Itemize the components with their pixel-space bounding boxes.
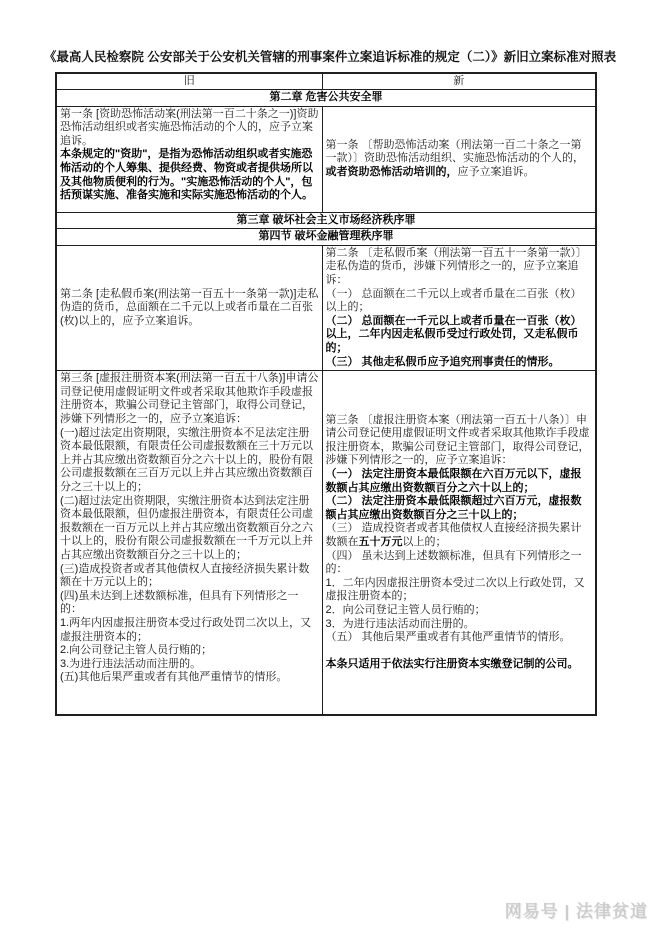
section-row — [56, 229, 596, 246]
page-title: 《最高人民检察院 公安部关于公安机关管辖的刑事案件立案追诉标准的规定（二）》新旧立案标准对照表 — [43, 50, 617, 64]
cell-row2-new — [322, 245, 596, 370]
paragraph: 第一条 〔帮助恐怖活动案（刑法第一百二十条之一第一款）〕资助恐怖活动组织、实施恐怖活动的个人的，或者资助恐怖活动培训的，应予立案追诉。 — [325, 138, 584, 178]
cell-row3-old — [56, 371, 322, 715]
cell-row3-new — [322, 371, 596, 715]
column-header-new: 新 — [322, 73, 596, 90]
table-row — [56, 106, 596, 212]
section-row — [56, 212, 596, 229]
table-row — [56, 371, 596, 715]
paragraph: 3.为进行违法活动而注册的。 — [60, 657, 202, 670]
paragraph: （五） 其他后果严重或者有其他严重情节的情形。 — [325, 631, 571, 644]
cell-row2-old — [56, 245, 322, 370]
paragraph: （一） 总面额在二千元以上或者币量在二百张（枚） 以上的； — [325, 287, 582, 314]
table-row — [56, 245, 596, 370]
comparison-table — [55, 72, 597, 716]
paragraph: 第二条 [走私假币案(刑法第一百五十一条第一款)]走私伪造的货币，总面额在二千元以上或者币量在二百张(枚)以上的，应予立案追诉。 — [60, 287, 319, 327]
section-chapter3: 第三章 破坏社会主义市场经济秩序罪 — [56, 212, 596, 229]
paragraph: （三） 其他走私假币应予追究刑事责任的情形。 — [325, 355, 560, 368]
paragraph: （一） 法定注册资本最低限额在六百万元以下，虚报数额占其应缴出资数额百分之六十以上的； — [325, 468, 582, 494]
paragraph: 2.向公司登记主管人员行贿的； — [60, 644, 213, 657]
section-row — [56, 90, 596, 107]
column-header-old: 旧 — [56, 73, 322, 90]
table-header-row — [56, 73, 596, 90]
paragraph: 第三条 〔虚报注册资本案（刑法第一百五十八条）〕申请公司登记使用虚假证明文件或者采取其他欺诈手段虚报注册资本，欺骗公司登记主管部门，取得公司登记，涉嫌下列情形之一的，应予立案追诉： — [325, 413, 590, 467]
paragraph: 第一条 [资助恐怖活动案(刑法第一百二十条之一)]资助恐怖活动组织或者实施恐怖活动的个人的，应予立案追诉。 — [60, 107, 319, 147]
section-section4: 第四节 破坏金融管理秩序罪 — [56, 229, 596, 246]
paragraph: （四） 虽未达到上述数额标准，但具有下列情形之一的： — [325, 549, 582, 576]
paragraph: 本条规定的"资助"，是指为恐怖活动组织或者实施恐怖活动的个人筹集、提供经费、物资或者提供场所以及其他物质便利的行为。"实施恐怖活动的个人"，包括预谋实施、准备实施和实际实施恐怖活动的个人。 — [60, 148, 313, 202]
paragraph: 第三条 [虚报注册资本案(刑法第一百五十八条)]申请公司登记使用虚假证明文件或者采取其他欺诈手段虚报注册资本，欺骗公司登记主管部门，取得公司登记，涉嫌下列情形之一的，应予立案追诉： — [60, 372, 319, 425]
paragraph: 1.两年内因虚报注册资本受过行政处罚二次以上，又虚报注册资本的； — [60, 616, 312, 643]
paragraph: 第二条 〔走私假币案（刑法第一百五十一条第一款）〕走私伪造的货币，涉嫌下列情形之一的，应予立案追诉： — [325, 246, 588, 287]
cell-row1-old — [56, 106, 322, 212]
paragraph: (一)超过法定出资期限，实缴注册资本不足法定注册资本最低限额，有限责任公司虚报数额在三十万元以上并占其应缴出资数额百分之六十以上的，股份有限公司虚报数额在三百万元以上并占其应缴出资数额百分之三十以上的； — [60, 426, 313, 493]
paragraph: (五)其他后果严重或者有其他严重情节的情形。 — [60, 671, 288, 684]
paragraph: （三） 造成投资者或者其他债权人直接经济损失累计数额在五十万元以上的； — [325, 522, 582, 548]
paragraph: 3．为进行违法活动而注册的。 — [325, 617, 475, 630]
publisher-watermark: 网易号 | 法律贫道 — [504, 902, 648, 921]
paragraph: 2．向公司登记主管人员行贿的； — [325, 603, 486, 616]
paragraph: 1．二年内因虚报注册资本受过二次以上行政处罚，又虚报注册资本的； — [325, 576, 585, 603]
paragraph: (三)造成投资者或者其他债权人直接经济损失累计数额在十万元以上的； — [60, 562, 310, 589]
paragraph: （二） 法定注册资本最低限额超过六百万元，虚报数额占其应缴出资数额百分之三十以上的； — [325, 495, 582, 521]
cell-row1-new — [322, 106, 596, 212]
paragraph: (四)虽未达到上述数额标准，但具有下列情形之一的： — [60, 589, 299, 616]
paragraph: (二)超过法定出资期限，实缴注册资本达到法定注册资本最低限额，但仍虚报注册资本，有限责任公司虚报数额在一百万元以上并占其应缴出资数额百分之六十以上的，股份有限公司虚报数额在一千万元以上并占其应缴出资数额百分之三十以上的； — [60, 494, 313, 561]
paragraph: 本条只适用于依法实行注册资本实缴登记制的公司。 — [325, 657, 579, 670]
paragraph: （二） 总面额在一千元以上或者币量在一百张（枚） 以上，二年内因走私假币受过行政处罚，又走私假币的； — [325, 314, 582, 355]
section-chapter2: 第二章 危害公共安全罪 — [56, 90, 596, 107]
